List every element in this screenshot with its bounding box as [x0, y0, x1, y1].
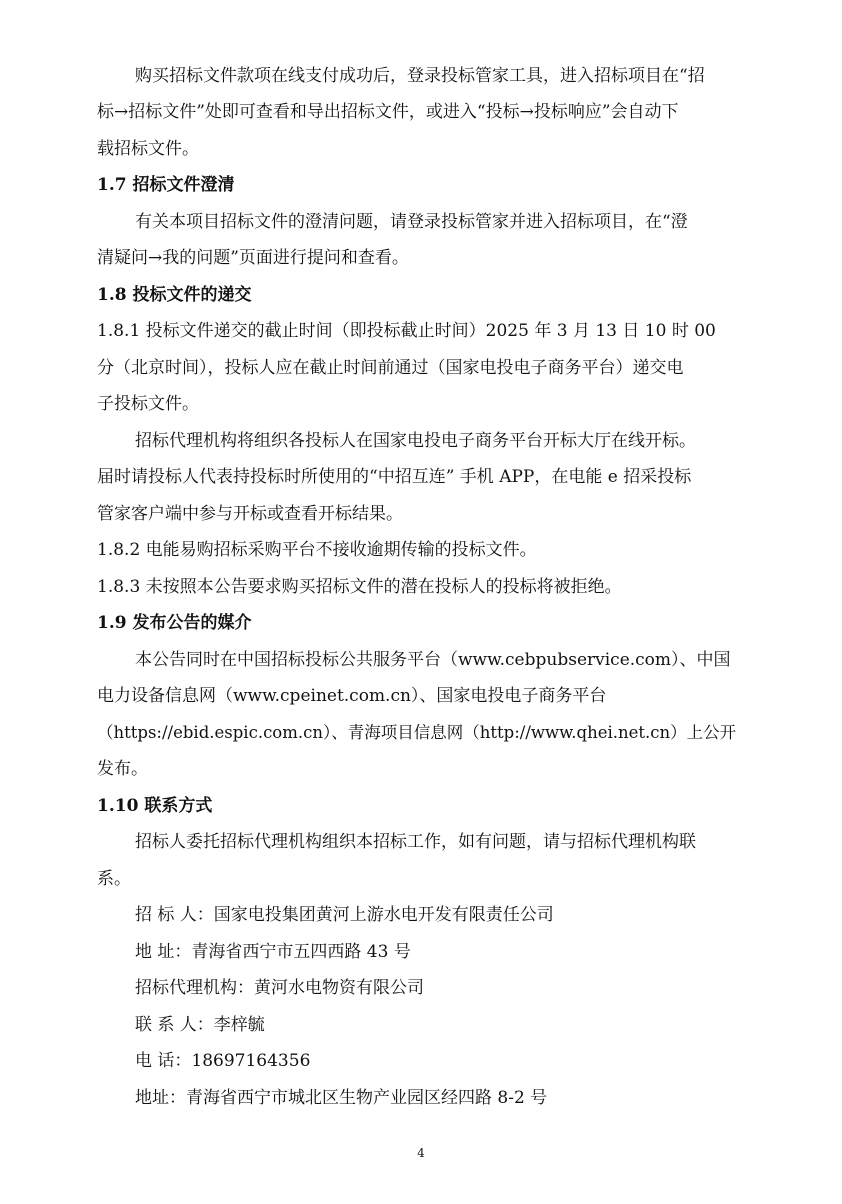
paragraph-line: 电力设备信息网（www.cpeinet.com.cn）、国家电投电子商务平台	[97, 686, 607, 706]
contact-person: 联 系 人：李梓毓	[135, 1015, 265, 1035]
agency-address: 地址：青海省西宁市城北区生物产业园区经四路 8-2 号	[135, 1088, 548, 1108]
section-heading-1-10: 1.10 联系方式	[97, 796, 213, 816]
paragraph-line: 子投标文件。	[97, 394, 199, 414]
paragraph-line: 届时请投标人代表持投标时所使用的“中招互连” 手机 APP，在电能 e 招采投标	[97, 467, 692, 487]
contact-tenderer: 招 标 人：国家电投集团黄河上游水电开发有限责任公司	[135, 905, 554, 925]
paragraph-line: 1.8.1 投标文件递交的截止时间（即投标截止时间）2025 年 3 月 13 日 10 时 00	[97, 321, 716, 341]
contact-phone: 电 话：18697164356	[135, 1051, 311, 1071]
paragraph-line: 招标人委托招标代理机构组织本招标工作，如有问题，请与招标代理机构联	[135, 832, 696, 852]
page-number: 4	[417, 1146, 425, 1160]
paragraph-line: 购买招标文件款项在线支付成功后，登录投标管家工具，进入招标项目在“招	[135, 66, 705, 86]
section-heading-1-7: 1.7 招标文件澄清	[97, 175, 235, 195]
paragraph-line: 分（北京时间），投标人应在截止时间前通过（国家电投电子商务平台）递交电	[97, 358, 684, 378]
paragraph-line: 系。	[97, 869, 131, 889]
paragraph-line: 标→招标文件”处即可查看和导出招标文件，或进入“投标→投标响应”会自动下	[97, 102, 679, 122]
paragraph-line: 发布。	[97, 759, 148, 779]
paragraph-line: （https://ebid.espic.com.cn）、青海项目信息网（http://www.qhei.net.cn）上公开	[97, 723, 737, 742]
paragraph-line: 招标代理机构将组织各投标人在国家电投电子商务平台开标大厅在线开标。	[135, 431, 696, 451]
contact-address: 地 址：青海省西宁市五四西路 43 号	[135, 942, 411, 962]
paragraph-line: 载招标文件。	[97, 139, 199, 159]
paragraph-line: 管家客户端中参与开标或查看开标结果。	[97, 504, 403, 524]
paragraph-line: 清疑问→我的问题”页面进行提问和查看。	[97, 248, 409, 268]
section-heading-1-8: 1.8 投标文件的递交	[97, 285, 252, 305]
paragraph-line: 有关本项目招标文件的澄清问题，请登录投标管家并进入招标项目，在“澄	[135, 212, 688, 232]
paragraph-line: 1.8.2 电能易购招标采购平台不接收逾期传输的投标文件。	[97, 540, 537, 560]
paragraph-line: 1.8.3 未按照本公告要求购买招标文件的潜在投标人的投标将被拒绝。	[97, 577, 622, 597]
contact-agency: 招标代理机构：黄河水电物资有限公司	[135, 978, 424, 998]
section-heading-1-9: 1.9 发布公告的媒介	[97, 613, 252, 633]
paragraph-line: 本公告同时在中国招标投标公共服务平台（www.cebpubservice.com）、中国	[135, 650, 731, 670]
